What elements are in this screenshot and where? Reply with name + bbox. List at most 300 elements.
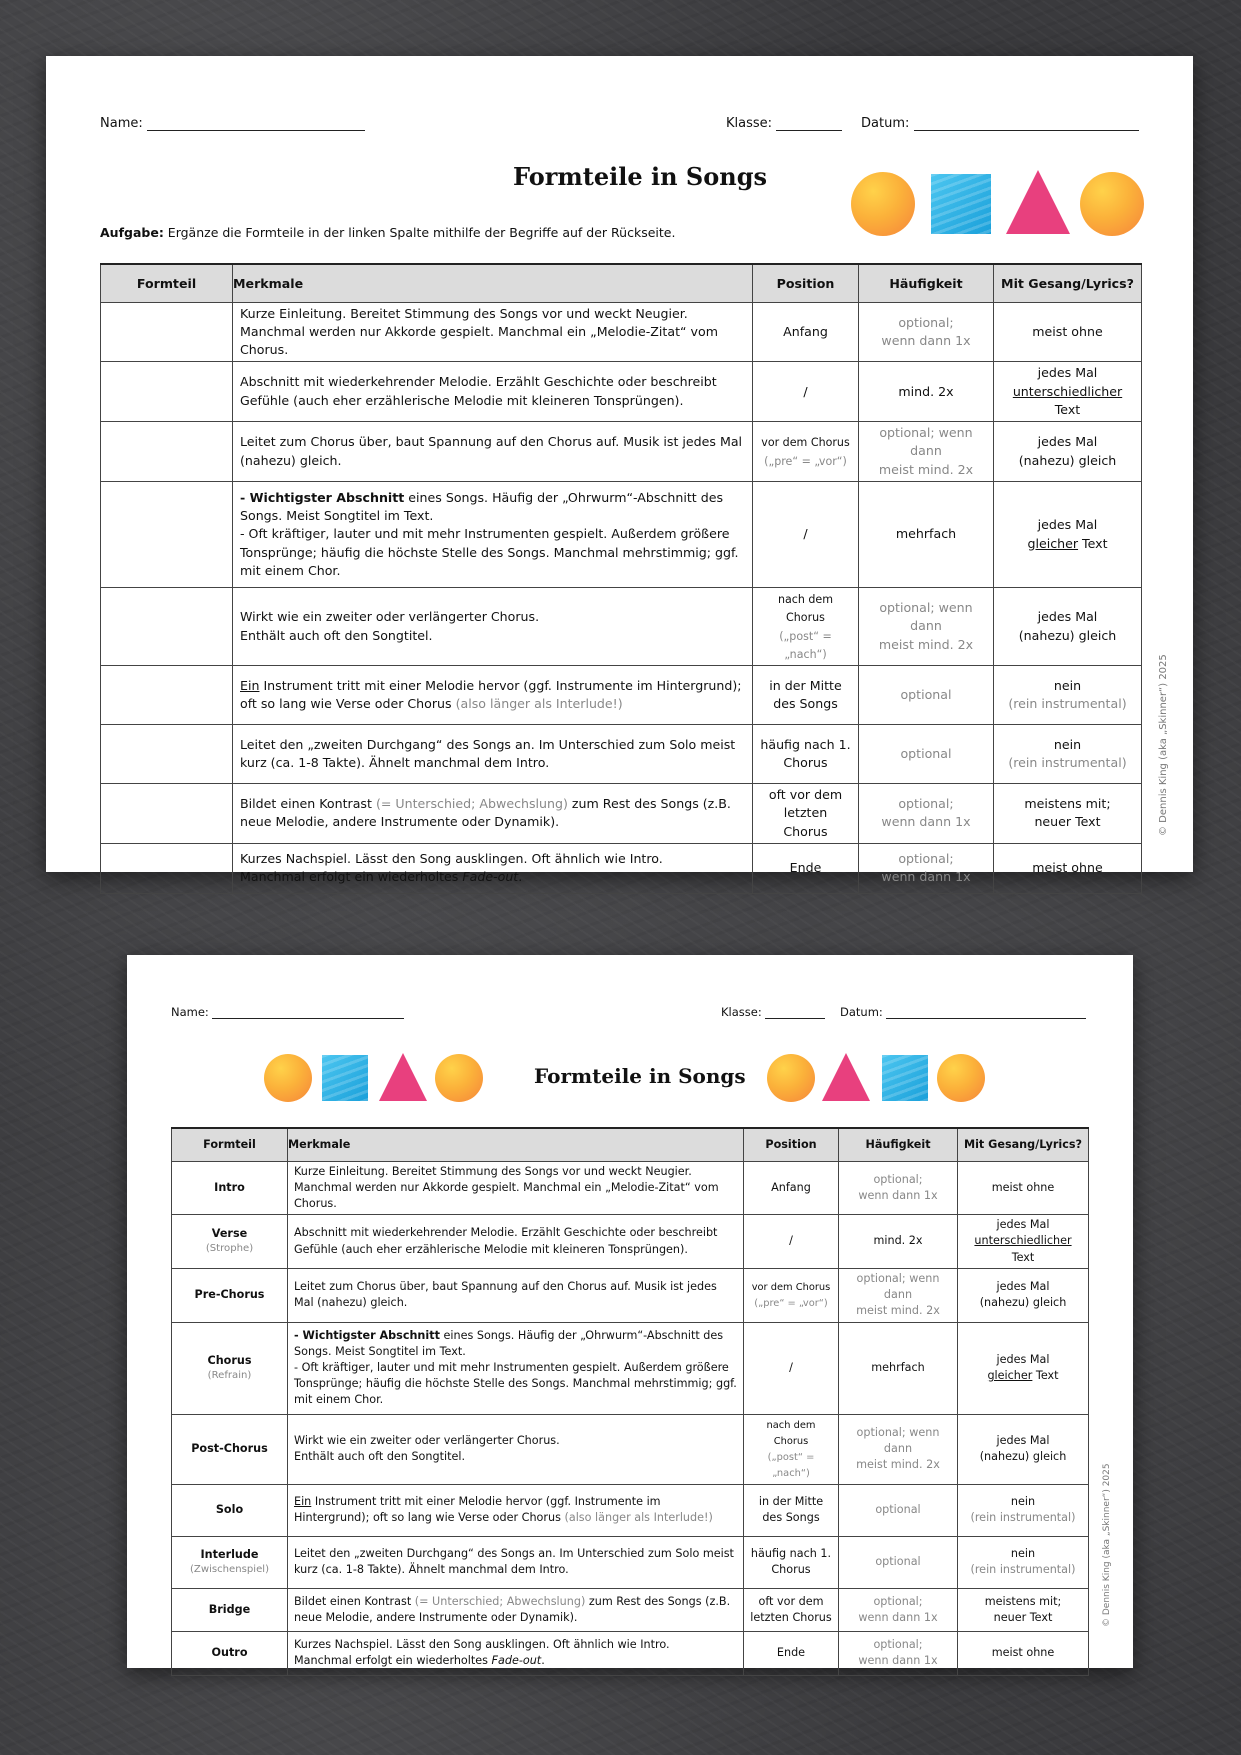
merkmale-text: Manchmal erfolgt ein wiederholtes [240, 869, 463, 885]
merkmale-note: (also länger als Interlude!) [455, 696, 623, 711]
frequency-cell [839, 1322, 958, 1414]
formteil-cell [172, 1322, 288, 1414]
lyrics-text: nein [1010, 1495, 1036, 1508]
formteil-subname: (Zwischenspiel) [189, 1564, 270, 1576]
date-field [840, 1005, 1086, 1019]
merkmale-text: Abschnitt mit wiederkehrender Melodie. Erzählt Geschichte oder beschreibt Gefühle (auch eher erzählerische Melodie mit kleineren Tonsprüngen). [240, 374, 717, 408]
merkmale-text: . [541, 1654, 545, 1668]
merkmale-text: - Oft kräftiger, lauter und mit mehr Instrumenten gespielt. Außerdem größere Tonsprünge; häufig die höchste Stelle des Songs. Manchmal mehrstimmig; ggf. mit einem Chor. [294, 1360, 737, 1407]
merkmale-underlined: Ein [240, 677, 260, 693]
formteil-cell [172, 1588, 288, 1631]
frequency-cell [839, 1631, 958, 1675]
formteil-cell [172, 1631, 288, 1675]
frequency-text: mind. 2x [898, 383, 954, 399]
position-cell [744, 1588, 839, 1631]
table-row [172, 1322, 1089, 1414]
merkmale-text: Leitet zum Chorus über, baut Spannung auf den Chorus auf. Musik ist jedes Mal (nahezu) gleich. [294, 1280, 717, 1310]
frequency-cell [859, 302, 994, 362]
lyrics-text: jedes Mal [1037, 365, 1098, 381]
task-instruction [100, 225, 675, 240]
frequency-text: wenn dann 1x [881, 814, 971, 830]
lyrics-text: meist ohne [991, 1180, 1055, 1194]
header-position: Position [744, 1128, 839, 1161]
merkmale-text: zum Rest des Songs (z.B. neue Melodie, andere Instrumente oder Dynamik). [294, 1594, 731, 1624]
frequency-text: wenn dann 1x [881, 869, 971, 885]
position-note: („post“ = „nach“) [767, 1452, 815, 1480]
merkmale-cell [233, 422, 753, 482]
frequency-text: optional; [873, 1594, 923, 1608]
table-row [101, 666, 1142, 725]
merkmale-italic: Fade-out [462, 869, 519, 885]
lyrics-text: Text [1054, 401, 1081, 417]
merkmale-note: (= Unterschied; Abwechslung) [414, 1594, 586, 1608]
merkmale-cell [233, 725, 753, 784]
position-text: Anfang [783, 323, 828, 339]
table-header-row [101, 264, 1142, 302]
merkmale-text: Wirkt wie ein zweiter oder verlängerter Chorus. [294, 1433, 560, 1447]
lyrics-cell [958, 1161, 1089, 1215]
merkmale-text: Abschnitt mit wiederkehrender Melodie. Erzählt Geschichte oder beschreibt Gefühle (auch eher erzählerische Melodie mit kleineren Tonsprüngen). [294, 1226, 718, 1256]
position-cell [753, 422, 859, 482]
table-row [101, 784, 1142, 844]
lyrics-note: (rein instrumental) [970, 1563, 1076, 1577]
frequency-text: wenn dann 1x [858, 1188, 938, 1202]
merkmale-cell [233, 588, 753, 666]
table-row [172, 1268, 1089, 1322]
merkmale-cell [288, 1536, 744, 1588]
frequency-text: mehrfach [871, 1360, 925, 1374]
formteil-blank-cell[interactable] [101, 422, 233, 482]
frequency-text: meist mind. 2x [856, 1458, 940, 1472]
lyrics-cell [958, 1484, 1089, 1536]
lyrics-underlined: unterschiedlicher [974, 1234, 1072, 1248]
merkmale-text: Kurzes Nachspiel. Lässt den Song ausklingen. Oft ähnlich wie Intro. [294, 1638, 670, 1651]
position-text: / [789, 1234, 793, 1248]
table-row [172, 1631, 1089, 1675]
orange-circle-icon [767, 1054, 815, 1102]
blue-square-icon [322, 1055, 368, 1101]
date-line [886, 1008, 1086, 1019]
table-row [172, 1215, 1089, 1269]
lyrics-text: jedes Mal [996, 1218, 1050, 1232]
position-cell [753, 784, 859, 844]
merkmale-cell [233, 843, 753, 893]
merkmale-cell [233, 784, 753, 844]
lyrics-cell [994, 482, 1142, 588]
lyrics-cell [994, 666, 1142, 725]
lyrics-cell [958, 1268, 1089, 1322]
page-title: Formteile in Songs [513, 162, 767, 191]
lyrics-underlined: gleicher [1027, 535, 1079, 551]
frequency-cell [839, 1588, 958, 1631]
position-text: in der Mitte [758, 1495, 824, 1508]
position-cell [753, 588, 859, 666]
lyrics-text: meistens mit; [984, 1594, 1062, 1608]
class-line [776, 118, 842, 131]
frequency-text: optional [900, 745, 952, 761]
frequency-cell [859, 482, 994, 588]
position-cell [753, 666, 859, 725]
lyrics-text: jedes Mal [996, 1433, 1050, 1447]
position-text: Ende [776, 1646, 806, 1660]
frequency-text: meist mind. 2x [878, 461, 974, 477]
merkmale-text: Kurze Einleitung. Bereitet Stimmung des Songs vor und weckt Neugier. Manchmal werden nur Akkorde gespielt. Manchmal ein „Melodie-Zitat“ vom Chorus. [240, 305, 718, 357]
position-text: Ende [789, 860, 822, 876]
merkmale-text: Kurzes Nachspiel. Lässt den Song ausklingen. Oft ähnlich wie Intro. [240, 851, 663, 866]
pink-triangle-icon [379, 1053, 427, 1101]
lyrics-text: jedes Mal [1037, 434, 1098, 450]
merkmale-cell [288, 1161, 744, 1215]
merkmale-text: zum Rest des Songs (z.B. neue Melodie, andere Instrumente oder Dynamik). [240, 796, 731, 830]
frequency-text: optional [875, 1555, 921, 1569]
position-text: häufig nach 1. [750, 1547, 832, 1560]
merkmale-text: Leitet den „zweiten Durchgang“ des Songs an. Im Unterschied zum Solo meist kurz (ca. 1-8 Takte). Ähnelt manchmal dem Intro. [294, 1547, 734, 1577]
position-text: des Songs [762, 1511, 820, 1525]
position-text: oft vor dem [758, 1594, 824, 1608]
frequency-text: wenn dann 1x [858, 1610, 938, 1624]
merkmale-cell [288, 1268, 744, 1322]
merkmale-note: (also länger als Interlude!) [564, 1511, 713, 1525]
position-text: vor dem Chorus [761, 436, 850, 450]
lyrics-text: (nahezu) gleich [1018, 452, 1117, 468]
date-line [914, 118, 1139, 131]
merkmale-cell [233, 302, 753, 362]
merkmale-text: Instrument tritt mit einer Melodie hervor (ggf. Instrumente im Hintergrund); oft so lang wie Verse oder Chorus [294, 1495, 661, 1525]
frequency-text: optional [900, 686, 952, 702]
table-row [101, 302, 1142, 362]
formteil-blank-cell[interactable] [101, 588, 233, 666]
formteil-cell [172, 1268, 288, 1322]
merkmale-text: Leitet zum Chorus über, baut Spannung auf den Chorus auf. Musik ist jedes Mal (nahezu) gleich. [240, 434, 743, 468]
formteil-blank-cell[interactable] [101, 725, 233, 784]
lyrics-cell [994, 725, 1142, 784]
lyrics-text: (nahezu) gleich [979, 1450, 1067, 1464]
copyright-note: © Dennis King (aka „Skinner“) 2025 [1102, 1463, 1112, 1627]
table-row [172, 1588, 1089, 1631]
class-line [765, 1008, 825, 1019]
frequency-text: meist mind. 2x [856, 1304, 940, 1318]
lyrics-text: nein [1053, 736, 1082, 752]
lyrics-cell [994, 302, 1142, 362]
frequency-text: wenn dann 1x [858, 1654, 938, 1668]
position-cell [753, 843, 859, 893]
position-cell [753, 482, 859, 588]
table-row [101, 482, 1142, 588]
formteil-name: Outro [211, 1646, 248, 1660]
position-text: nach dem Chorus [766, 1419, 816, 1447]
frequency-cell [839, 1215, 958, 1269]
merkmale-cell [288, 1631, 744, 1675]
class-field [721, 1005, 825, 1019]
blue-square-icon [931, 174, 991, 234]
formteil-cell [172, 1161, 288, 1215]
lyrics-text: Text [1032, 1369, 1059, 1383]
lyrics-text: neuer Text [1034, 814, 1101, 830]
lyrics-text: jedes Mal [1037, 609, 1098, 625]
formteil-name: Solo [215, 1503, 244, 1517]
pink-triangle-icon [822, 1053, 870, 1101]
frequency-cell [859, 362, 994, 422]
frequency-cell [839, 1268, 958, 1322]
lyrics-text: jedes Mal [996, 1280, 1050, 1294]
position-text: Chorus [771, 1563, 811, 1577]
orange-circle-icon [1080, 172, 1144, 236]
frequency-cell [839, 1414, 958, 1484]
frequency-cell [839, 1484, 958, 1536]
position-text: / [789, 1360, 793, 1374]
table-row [101, 725, 1142, 784]
lyrics-cell [958, 1322, 1089, 1414]
position-cell [753, 302, 859, 362]
orange-circle-icon [435, 1054, 483, 1102]
lyrics-cell [958, 1414, 1089, 1484]
position-cell [744, 1484, 839, 1536]
lyrics-text: jedes Mal [1037, 517, 1098, 533]
formteil-blank-cell[interactable] [101, 362, 233, 422]
lyrics-text: (nahezu) gleich [979, 1296, 1067, 1310]
orange-circle-icon [937, 1054, 985, 1102]
formteil-name: Post-Chorus [191, 1442, 268, 1456]
formteile-solution-table [171, 1127, 1089, 1676]
lyrics-text: neuer Text [993, 1610, 1053, 1624]
lyrics-cell [958, 1536, 1089, 1588]
position-cell [744, 1268, 839, 1322]
name-line [147, 118, 365, 131]
lyrics-text: nein [1010, 1547, 1036, 1560]
merkmale-cell [288, 1414, 744, 1484]
lyrics-text: Text [1011, 1250, 1035, 1264]
header-formteil: Formteil [172, 1128, 288, 1161]
formteil-blank-cell[interactable] [101, 784, 233, 844]
merkmale-cell [288, 1588, 744, 1631]
task-label: Aufgabe: [100, 225, 164, 240]
orange-circle-icon [851, 172, 915, 236]
name-label: Name: [171, 1005, 209, 1019]
merkmale-text: Bildet einen Kontrast [294, 1594, 415, 1608]
position-text: in der Mitte [769, 677, 842, 693]
frequency-text: optional; wenn dann [879, 425, 973, 459]
merkmale-cell [288, 1215, 744, 1269]
position-text: vor dem Chorus [751, 1281, 831, 1293]
merkmale-italic: Fade-out [491, 1654, 542, 1668]
copyright-note: © Dennis King (aka „Skinner“) 2025 [1158, 654, 1169, 836]
frequency-cell [859, 422, 994, 482]
lyrics-cell [994, 422, 1142, 482]
merkmale-text: Wirkt wie ein zweiter oder verlängerter Chorus. [240, 609, 540, 625]
frequency-text: optional; [873, 1172, 923, 1186]
merkmale-cell [233, 666, 753, 725]
frequency-cell [839, 1161, 958, 1215]
position-text: oft vor dem [768, 787, 843, 802]
position-text: Anfang [771, 1180, 811, 1194]
header-formteil: Formteil [101, 264, 233, 302]
table-row [172, 1484, 1089, 1536]
formteil-name: Intro [214, 1180, 245, 1194]
lyrics-text: meist ohne [1032, 323, 1103, 339]
formteil-blank-cell[interactable] [101, 302, 233, 362]
class-label: Klasse: [726, 116, 773, 131]
position-text: nach dem Chorus [777, 593, 834, 625]
formteil-blank-cell[interactable] [101, 843, 233, 893]
merkmale-text: Enthält auch oft den Songtitel. [240, 627, 433, 643]
class-field [726, 116, 842, 131]
position-cell [744, 1215, 839, 1269]
frequency-cell [859, 843, 994, 893]
solution-page [127, 955, 1133, 1668]
lyrics-note: (rein instrumental) [1008, 755, 1127, 770]
formteil-name: Verse [211, 1227, 248, 1241]
header-haeufigkeit: Häufigkeit [859, 264, 994, 302]
frequency-text: optional; [898, 796, 954, 812]
lyrics-cell [958, 1215, 1089, 1269]
formteil-name: Interlude [200, 1547, 259, 1561]
frequency-text: optional; [873, 1638, 923, 1651]
frequency-cell [859, 588, 994, 666]
table-row [172, 1536, 1089, 1588]
table-row [172, 1161, 1089, 1215]
lyrics-cell [994, 843, 1142, 893]
formteil-cell [172, 1215, 288, 1269]
merkmale-text: Enthält auch oft den Songtitel. [294, 1450, 466, 1464]
merkmale-text: eines Songs. Häufig der „Ohrwurm“-Abschnitt des Songs. Meist Songtitel im Text. [294, 1328, 724, 1358]
date-label: Datum: [861, 116, 910, 131]
table-row [101, 843, 1142, 893]
name-line [212, 1008, 404, 1019]
lyrics-note: (rein instrumental) [1008, 696, 1127, 711]
lyrics-cell [958, 1631, 1089, 1675]
header-haeufigkeit: Häufigkeit [839, 1128, 958, 1161]
formteil-subname: (Refrain) [207, 1369, 252, 1381]
formteil-cell [172, 1536, 288, 1588]
position-cell [744, 1161, 839, 1215]
lyrics-underlined: unterschiedlicher [1012, 383, 1123, 399]
merkmale-text: Bildet einen Kontrast [240, 796, 376, 812]
lyrics-text: (nahezu) gleich [1018, 627, 1117, 643]
header-lyrics: Mit Gesang/Lyrics? [994, 264, 1142, 302]
frequency-cell [859, 784, 994, 844]
frequency-text: wenn dann 1x [881, 332, 971, 348]
lyrics-cell [994, 588, 1142, 666]
position-note: („pre“ = „vor“) [764, 454, 847, 468]
lyrics-text: meistens mit; [1024, 796, 1111, 812]
merkmale-text: - Oft kräftiger, lauter und mit mehr Instrumenten gespielt. Außerdem größere Tonsprünge; häufig die höchste Stelle des Songs. Manchmal mehrstimmig; ggf. mit einem Chor. [240, 526, 739, 578]
header-merkmale: Merkmale [233, 264, 753, 302]
worksheet-page [46, 56, 1193, 885]
position-cell [744, 1322, 839, 1414]
merkmale-cell [233, 362, 753, 422]
frequency-text: mind. 2x [873, 1234, 923, 1248]
formteil-subname: (Strophe) [205, 1243, 254, 1255]
formteil-blank-cell[interactable] [101, 482, 233, 588]
header-position: Position [753, 264, 859, 302]
name-field [100, 116, 365, 131]
merkmale-bold: - Wichtigster Abschnitt [240, 489, 405, 505]
position-text: häufig nach 1. [760, 736, 851, 752]
frequency-text: mehrfach [895, 526, 957, 542]
pink-triangle-icon [1006, 170, 1070, 234]
lyrics-cell [958, 1588, 1089, 1631]
merkmale-underlined: Ein [294, 1495, 312, 1508]
position-cell [744, 1536, 839, 1588]
frequency-text: optional [875, 1503, 921, 1517]
blue-square-icon [882, 1055, 928, 1101]
position-text: / [803, 526, 808, 542]
position-cell [744, 1414, 839, 1484]
position-cell [744, 1631, 839, 1675]
formteil-name: Pre-Chorus [194, 1288, 265, 1302]
frequency-cell [839, 1536, 958, 1588]
merkmale-text: Kurze Einleitung. Bereitet Stimmung des Songs vor und weckt Neugier. Manchmal werden nur Akkorde gespielt. Manchmal ein „Melodie-Zitat“ vom Chorus. [294, 1164, 719, 1210]
frequency-text: optional; [898, 851, 954, 866]
position-cell [753, 362, 859, 422]
merkmale-cell [233, 482, 753, 588]
position-text: Chorus [783, 755, 828, 770]
lyrics-text: meist ohne [991, 1646, 1055, 1660]
merkmale-text: Manchmal erfolgt ein wiederholtes [294, 1654, 492, 1668]
frequency-cell [859, 725, 994, 784]
lyrics-text: Text [1078, 535, 1108, 551]
orange-circle-icon [264, 1054, 312, 1102]
lyrics-text: nein [1053, 677, 1082, 693]
position-note: („pre“ = „vor“) [754, 1298, 828, 1310]
frequency-text: meist mind. 2x [878, 636, 974, 652]
page-title: Formteile in Songs [534, 1064, 746, 1088]
name-field [171, 1005, 404, 1019]
merkmale-cell [288, 1322, 744, 1414]
lyrics-text: jedes Mal [996, 1352, 1050, 1366]
table-row [101, 422, 1142, 482]
formteil-blank-cell[interactable] [101, 666, 233, 725]
name-label: Name: [100, 116, 143, 131]
position-text: letzten Chorus [783, 805, 828, 839]
position-cell [753, 725, 859, 784]
merkmale-text: Leitet den „zweiten Durchgang“ des Songs an. Im Unterschied zum Solo meist kurz (ca. 1-8 Takte). Ähnelt manchmal dem Intro. [240, 736, 736, 770]
frequency-text: optional; wenn dann [856, 1425, 940, 1456]
merkmale-text: . [518, 869, 523, 885]
frequency-text: optional; wenn dann [856, 1271, 940, 1302]
position-text: letzten Chorus [750, 1610, 832, 1624]
lyrics-text: meist ohne [1032, 860, 1103, 876]
formteile-table [100, 263, 1142, 894]
lyrics-cell [994, 362, 1142, 422]
formteil-cell [172, 1484, 288, 1536]
position-text: / [803, 383, 808, 399]
formteil-name: Chorus [207, 1353, 252, 1367]
merkmale-text: Instrument tritt mit einer Melodie hervor (ggf. Instrumente im Hintergrund); oft so lang wie Verse oder Chorus [240, 677, 742, 711]
frequency-text: optional; wenn dann [879, 600, 973, 634]
date-field [861, 116, 1139, 131]
formteil-cell [172, 1414, 288, 1484]
task-text: Ergänze die Formteile in der linken Spalte mithilfe der Begriffe auf der Rückseite. [163, 225, 676, 240]
merkmale-bold: - Wichtigster Abschnitt [294, 1328, 440, 1342]
date-label: Datum: [840, 1005, 883, 1019]
table-row [101, 362, 1142, 422]
table-row [172, 1414, 1089, 1484]
table-row [101, 588, 1142, 666]
header-lyrics: Mit Gesang/Lyrics? [958, 1128, 1089, 1161]
class-label: Klasse: [721, 1005, 762, 1019]
position-note: („post“ = „nach“) [779, 629, 832, 661]
position-text: des Songs [773, 696, 838, 711]
formteil-name: Bridge [208, 1602, 251, 1616]
header-merkmale: Merkmale [288, 1128, 744, 1161]
table-header-row [172, 1128, 1089, 1161]
frequency-cell [859, 666, 994, 725]
merkmale-cell [288, 1484, 744, 1536]
lyrics-note: (rein instrumental) [970, 1511, 1076, 1525]
lyrics-underlined: gleicher [987, 1369, 1033, 1383]
merkmale-note: (= Unterschied; Abwechslung) [375, 796, 568, 812]
